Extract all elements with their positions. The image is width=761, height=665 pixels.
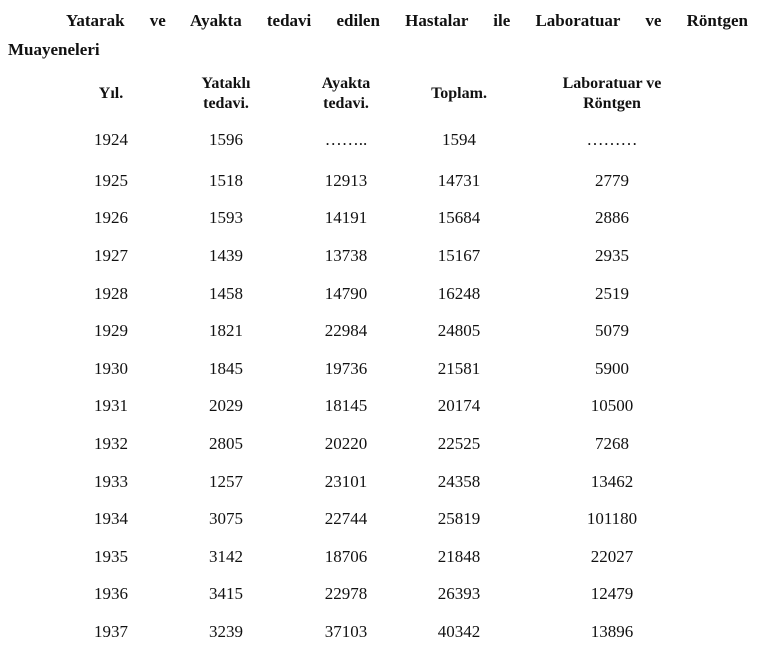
cell-lab-xray: 7268 — [595, 433, 629, 453]
cell-total: 21848 — [437, 546, 481, 566]
cell-inpatient: 2029 — [209, 396, 243, 416]
header-label: tedavi. — [323, 95, 369, 112]
table-row — [56, 162, 712, 200]
cell-year: 1934 — [94, 509, 128, 529]
table-row — [56, 200, 712, 238]
cell-outpatient: 37103 — [324, 621, 368, 641]
cell-outpatient: 18145 — [324, 396, 368, 416]
cell-year: 1927 — [94, 245, 128, 265]
document-title-line-1: Yatarak ve Ayakta tedavi edilen Hastalar ile Laboratuar ve Röntgen — [66, 11, 748, 30]
cell-inpatient: 3142 — [209, 546, 243, 566]
table-row — [56, 350, 712, 388]
cell-inpatient: 3415 — [209, 584, 243, 604]
cell-inpatient: 1518 — [209, 170, 243, 190]
cell-total: 40342 — [437, 621, 481, 641]
cell-outpatient: 14191 — [324, 208, 368, 228]
cell-lab-xray: 12479 — [590, 584, 634, 604]
header-label: Röntgen — [583, 95, 641, 112]
table-row — [56, 388, 712, 426]
cell-lab-xray: 2935 — [595, 245, 629, 265]
header-label: Yıl. — [98, 85, 124, 102]
table-row — [56, 463, 712, 501]
cell-year: 1929 — [94, 321, 128, 341]
header-label: Toplam. — [431, 85, 487, 102]
cell-inpatient: 1439 — [209, 245, 243, 265]
cell-year: 1930 — [94, 358, 128, 378]
header-row — [56, 70, 712, 118]
table-row — [56, 275, 712, 313]
table-row — [56, 118, 712, 162]
table-body — [56, 118, 712, 651]
cell-outpatient: 23101 — [324, 471, 368, 491]
table-header — [56, 70, 712, 118]
cell-inpatient: 1458 — [209, 283, 243, 303]
cell-year: 1937 — [94, 621, 128, 641]
cell-outpatient: 22978 — [324, 584, 368, 604]
cell-total: 24358 — [437, 471, 481, 491]
cell-total: 15684 — [437, 208, 481, 228]
cell-inpatient: 2805 — [209, 433, 243, 453]
column-header-outpatient — [286, 70, 406, 118]
cell-total: 21581 — [437, 358, 481, 378]
cell-lab-xray: 13462 — [590, 471, 634, 491]
cell-inpatient: 1821 — [209, 321, 243, 341]
cell-inpatient: 1593 — [209, 208, 243, 228]
cell-year: 1933 — [94, 471, 128, 491]
cell-year: 1935 — [94, 546, 128, 566]
cell-total: 1594 — [442, 130, 476, 149]
table-row — [56, 425, 712, 463]
document-title-line-2: Muayeneleri — [8, 40, 100, 59]
table-row — [56, 538, 712, 576]
cell-year: 1932 — [94, 433, 128, 453]
cell-inpatient: 1596 — [209, 130, 243, 149]
cell-total: 22525 — [437, 433, 481, 453]
cell-total: 16248 — [437, 283, 481, 303]
cell-outpatient: 19736 — [324, 358, 368, 378]
cell-lab-xray: 13896 — [590, 621, 634, 641]
table-row — [56, 576, 712, 614]
cell-total: 15167 — [437, 245, 481, 265]
cell-lab-xray: 2779 — [595, 170, 629, 190]
cell-year: 1925 — [94, 170, 128, 190]
cell-lab-xray: 2519 — [595, 283, 629, 303]
cell-lab-xray: ……… — [586, 130, 638, 149]
cell-outpatient: …….. — [324, 130, 368, 149]
cell-lab-xray: 5079 — [595, 321, 629, 341]
cell-total: 25819 — [437, 509, 481, 529]
cell-year: 1936 — [94, 584, 128, 604]
header-label: Ayakta — [321, 75, 371, 92]
cell-year: 1924 — [94, 130, 128, 149]
cell-lab-xray: 10500 — [590, 396, 634, 416]
table-row — [56, 237, 712, 275]
cell-inpatient: 1845 — [209, 358, 243, 378]
column-header-lab-xray — [512, 70, 712, 118]
cell-lab-xray: 22027 — [590, 546, 634, 566]
cell-outpatient: 20220 — [324, 433, 368, 453]
cell-outpatient: 13738 — [324, 245, 368, 265]
column-header-inpatient — [166, 70, 286, 118]
cell-outpatient: 22984 — [324, 321, 368, 341]
cell-lab-xray: 5900 — [595, 358, 629, 378]
cell-total: 14731 — [437, 170, 481, 190]
cell-year: 1926 — [94, 208, 128, 228]
column-header-total — [406, 70, 512, 118]
cell-total: 26393 — [437, 584, 481, 604]
header-label: Laboratuar ve — [562, 75, 662, 92]
cell-lab-xray: 101180 — [586, 509, 638, 529]
cell-inpatient: 3075 — [209, 509, 243, 529]
cell-inpatient: 3239 — [209, 621, 243, 641]
cell-year: 1928 — [94, 283, 128, 303]
table-row — [56, 312, 712, 350]
column-header-year — [56, 70, 166, 118]
statistics-table — [56, 70, 712, 651]
cell-lab-xray: 2886 — [595, 208, 629, 228]
cell-outpatient: 14790 — [324, 283, 368, 303]
cell-outpatient: 12913 — [324, 170, 368, 190]
header-label: tedavi. — [203, 95, 249, 112]
cell-outpatient: 18706 — [324, 546, 368, 566]
table-row — [56, 500, 712, 538]
cell-inpatient: 1257 — [209, 471, 243, 491]
table-row — [56, 613, 712, 651]
cell-year: 1931 — [94, 396, 128, 416]
header-label: Yataklı — [201, 75, 251, 92]
cell-total: 24805 — [437, 321, 481, 341]
cell-outpatient: 22744 — [324, 509, 368, 529]
cell-total: 20174 — [437, 396, 481, 416]
